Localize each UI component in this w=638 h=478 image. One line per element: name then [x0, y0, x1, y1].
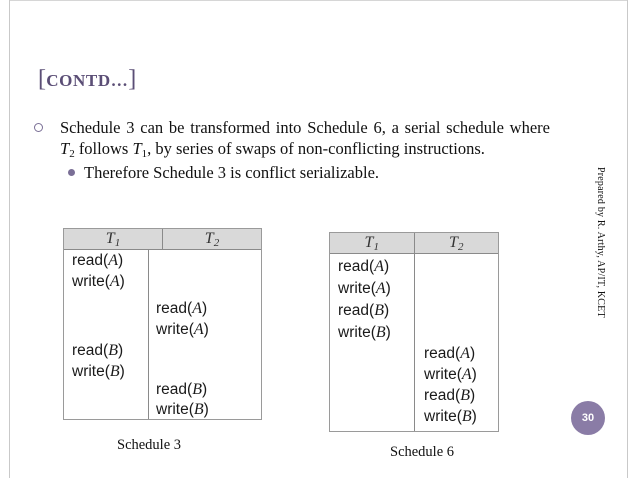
schedule-6-body: [330, 254, 498, 431]
schedule-6-op: read(B): [338, 302, 390, 319]
schedule-6-caption: Schedule 6: [390, 444, 455, 460]
schedule-3-op: write(A): [72, 273, 125, 290]
t1-symbol: T: [132, 139, 142, 158]
schedule-6-table: [329, 232, 499, 432]
schedule-3-op: read(B): [156, 381, 208, 398]
schedule-3-op: read(B): [72, 342, 124, 359]
schedule-6-op: write(A): [338, 280, 391, 297]
t1-subscript: 1: [141, 148, 148, 160]
schedule-6-op: write(B): [424, 408, 477, 425]
schedule-3-op: read(A): [72, 252, 124, 269]
schedule-3-op: write(B): [72, 363, 125, 380]
title-open-bracket: [: [38, 66, 47, 92]
schedule-3-body: [64, 250, 261, 419]
bullet-main-text-3: , by series of swaps of non-conflicting instructions.: [147, 139, 485, 158]
schedule-3-header-t2: $T_2$: [204, 230, 220, 249]
schedule-3-column-divider: [148, 250, 149, 419]
schedule-3-header-t1: $T_1$: [64, 229, 163, 249]
schedule-3-op: write(A): [156, 321, 209, 338]
bullet-main-text-2: follows: [74, 139, 133, 158]
schedule-6-header-t2: $T_2$: [449, 234, 464, 253]
schedule-3-caption: Schedule 3: [117, 437, 182, 453]
hollow-circle-bullet-icon: [34, 123, 43, 132]
schedule-3-op: write(B): [156, 401, 209, 418]
bullet-sub: [34, 162, 550, 183]
bullet-main-text-1: Schedule 3 can be transformed into Schedule 6, a serial schedule where: [60, 118, 550, 137]
schedule-6-op: write(B): [338, 324, 391, 341]
schedule-6-op: read(A): [424, 345, 476, 362]
title-close-bracket: ]: [128, 66, 137, 92]
title-text: CONTD…: [46, 71, 129, 90]
schedule-6-header: [330, 233, 498, 254]
schedule-3-table: [63, 228, 262, 420]
schedule-6-op: read(A): [338, 258, 390, 275]
schedule-3-header: [64, 229, 261, 250]
t2-subscript: 2: [69, 148, 75, 160]
filled-circle-bullet-icon: [68, 169, 75, 176]
bullet-main: [34, 117, 550, 159]
slide-left-border: [9, 0, 10, 478]
bullet-list: [34, 117, 550, 183]
slide-title: [38, 66, 137, 93]
schedule-6-header-t1: $T_1$: [330, 233, 415, 253]
slide-right-border: [627, 0, 628, 478]
t2-symbol: T: [60, 139, 70, 158]
page-number-badge: 30: [571, 401, 605, 435]
schedule-3-op: read(A): [156, 300, 208, 317]
schedule-6-op: read(B): [424, 387, 476, 404]
bullet-sub-text: Therefore Schedule 3 is conflict serializable.: [84, 163, 380, 182]
author-credit: Prepared by R. Arthy, AP/IT, KCET: [595, 167, 606, 318]
schedule-6-column-divider: [414, 254, 415, 431]
slide-top-border: [9, 0, 628, 1]
schedule-6-op: write(A): [424, 366, 477, 383]
